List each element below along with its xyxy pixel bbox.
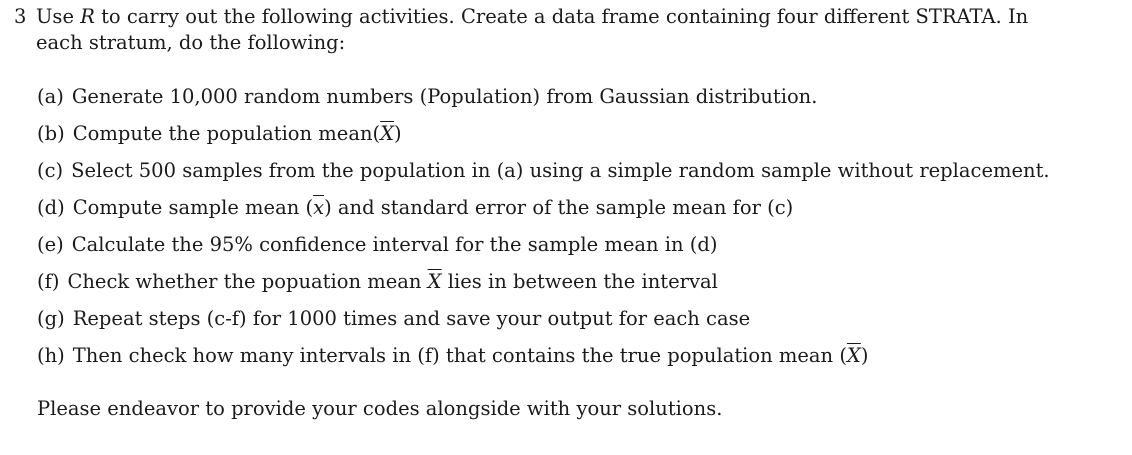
item-label: (d) — [37, 196, 65, 219]
problem-text-end: to carry out the following activities. Create a data frame containing four different STRATA. In — [94, 5, 1029, 28]
item-label: (e) — [37, 233, 64, 256]
item-text: Repeat steps (c-f) for 1000 times and save your output for each case — [72, 307, 751, 330]
item-text-end: ) — [394, 122, 402, 145]
list-item — [37, 194, 1127, 231]
item-label: (a) — [37, 85, 64, 108]
item-text: Select 500 samples from the population in (a) using a simple random sample without replacement. — [71, 159, 1050, 182]
item-text: Then check how many intervals in (f) that contains the true population mean ( — [72, 344, 847, 367]
problem-line-2: each stratum, do the following: — [36, 31, 346, 54]
item-text: Compute the population mean( — [72, 122, 381, 145]
problem-statement — [14, 4, 1114, 56]
item-text: Check whether the popuation mean — [67, 270, 428, 293]
activity-list — [37, 83, 1127, 379]
population-mean-symbol: $\overline{X}$ — [380, 122, 395, 145]
item-text: Calculate the 95% confidence interval for the sample mean in (d) — [71, 233, 718, 256]
item-text-end: ) — [860, 344, 869, 367]
closing-note: Please endeavor to provide your codes alongside with your solutions. — [37, 397, 723, 420]
r-language-name: R — [80, 5, 95, 28]
item-text-end: lies in between the interval — [441, 270, 718, 293]
problem-line-1 — [14, 4, 1114, 30]
item-text-end: ) and standard error of the sample mean for (c) — [324, 196, 794, 219]
list-item — [37, 231, 1127, 268]
item-label: (b) — [37, 122, 65, 145]
population-mean-symbol: $\overline{X}$ — [427, 270, 442, 293]
list-item — [37, 342, 1127, 379]
population-mean-symbol: $\overline{X}$ — [846, 344, 861, 367]
problem-number: 3 — [14, 5, 27, 28]
item-label: (c) — [37, 159, 64, 182]
item-text: Generate 10,000 random numbers (Population) from Gaussian distribution. — [71, 85, 818, 108]
item-text: Compute sample mean ( — [72, 196, 314, 219]
list-item — [37, 157, 1127, 194]
item-label: (h) — [37, 344, 65, 367]
list-item — [37, 268, 1127, 305]
item-label: (g) — [37, 307, 65, 330]
list-item — [37, 120, 1127, 157]
list-item — [37, 305, 1127, 342]
sample-mean-symbol: $\overline{x}$ — [313, 196, 325, 219]
problem-text-start: Use — [36, 5, 81, 28]
item-label: (f) — [37, 270, 60, 293]
list-item — [37, 83, 1127, 120]
